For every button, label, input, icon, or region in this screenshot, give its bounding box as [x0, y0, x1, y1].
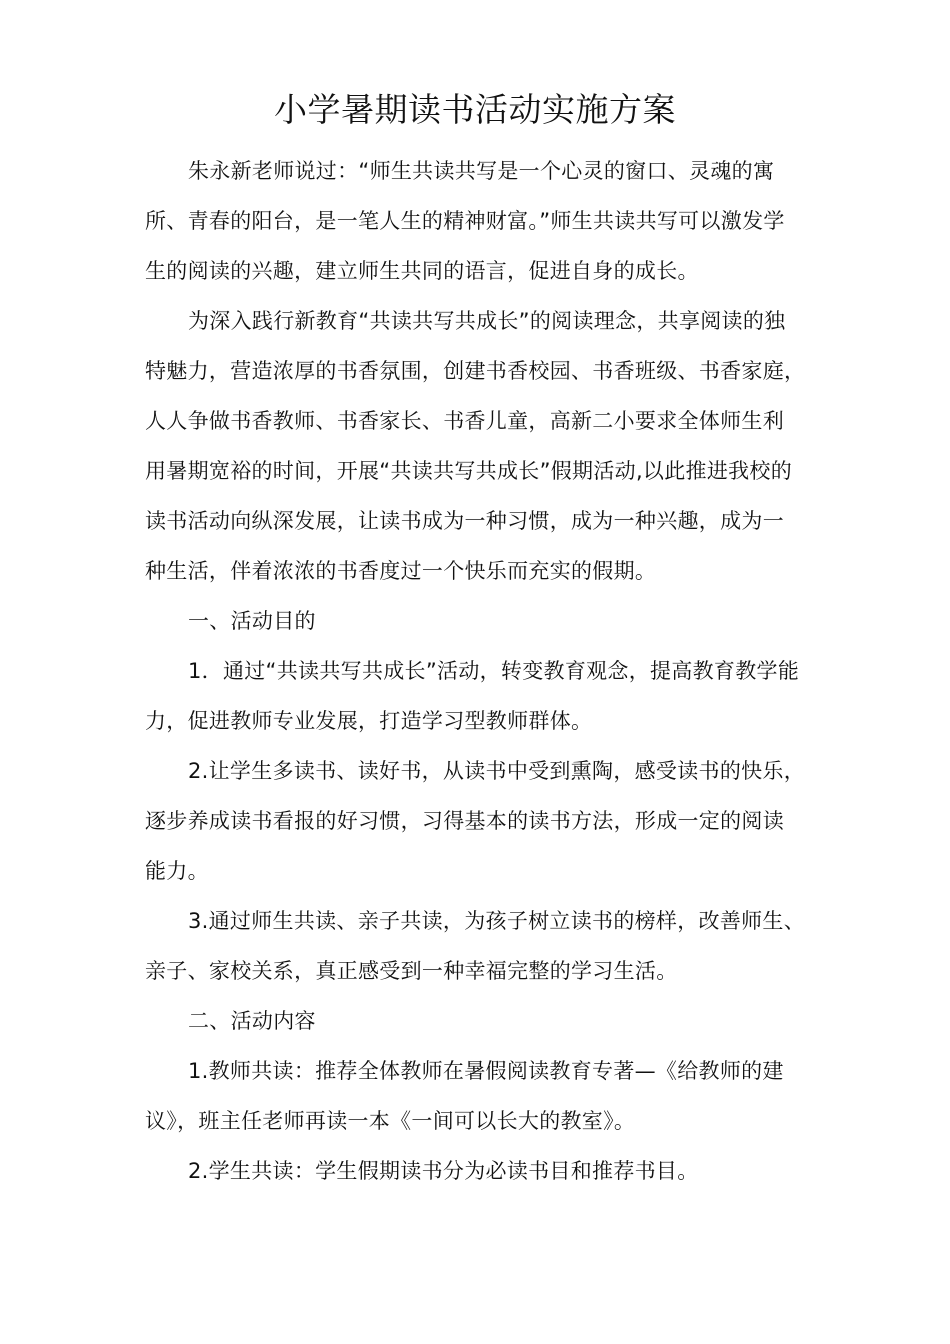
- paragraph-line: 1．通过“共读共写共成长”活动，转变教育观念，提高教育教学能: [188, 659, 800, 683]
- paragraph-line: 读书活动向纵深发展，让读书成为一种习惯，成为一种兴趣，成为一: [145, 509, 784, 533]
- paragraph-line: 为深入践行新教育“共读共写共成长”的阅读理念，共享阅读的独: [188, 309, 786, 333]
- paragraph-line: 3.通过师生共读、亲子共读，为孩子树立读书的榜样，改善师生、: [188, 909, 806, 933]
- paragraph-line: 2.学生共读：学生假期读书分为必读书目和推荐书目。: [188, 1159, 699, 1183]
- section-heading: 一、活动目的: [188, 609, 316, 633]
- paragraph-line: 2.让学生多读书、读好书，从读书中受到熏陶，感受读书的快乐，: [188, 759, 806, 783]
- document-title: 小学暑期读书活动实施方案: [274, 90, 676, 129]
- paragraph-line: 1.教师共读：推荐全体教师在暑假阅读教育专著—《给教师的建: [188, 1059, 784, 1083]
- paragraph-line: 种生活，伴着浓浓的书香度过一个快乐而充实的假期。: [145, 559, 657, 583]
- section-heading: 二、活动内容: [188, 1009, 316, 1033]
- paragraph-line: 朱永新老师说过：“师生共读共写是一个心灵的窗口、灵魂的寓: [188, 159, 775, 183]
- paragraph-line: 力，促进教师专业发展，打造学习型教师群体。: [145, 709, 593, 733]
- paragraph-line: 亲子、家校关系，真正感受到一种幸福完整的学习生活。: [145, 959, 678, 983]
- paragraph-line: 特魅力，营造浓厚的书香氛围，创建书香校园、书香班级、书香家庭，: [145, 359, 806, 383]
- paragraph-line: 生的阅读的兴趣，建立师生共同的语言，促进自身的成长。: [145, 259, 699, 283]
- paragraph-line: 所、青春的阳台，是一笔人生的精神财富。”师生共读共写可以激发学: [145, 209, 785, 233]
- paragraph-line: 人人争做书香教师、书香家长、书香儿童，高新二小要求全体师生利: [145, 409, 784, 433]
- paragraph-line: 逐步养成读书看报的好习惯，习得基本的读书方法，形成一定的阅读: [145, 809, 784, 833]
- paragraph-line: 用暑期宽裕的时间，开展“共读共写共成长”假期活动,以此推进我校的: [145, 459, 793, 483]
- paragraph-line: 议》，班主任老师再读一本《一间可以长大的教室》。: [145, 1109, 636, 1133]
- paragraph-line: 能力。: [145, 859, 209, 883]
